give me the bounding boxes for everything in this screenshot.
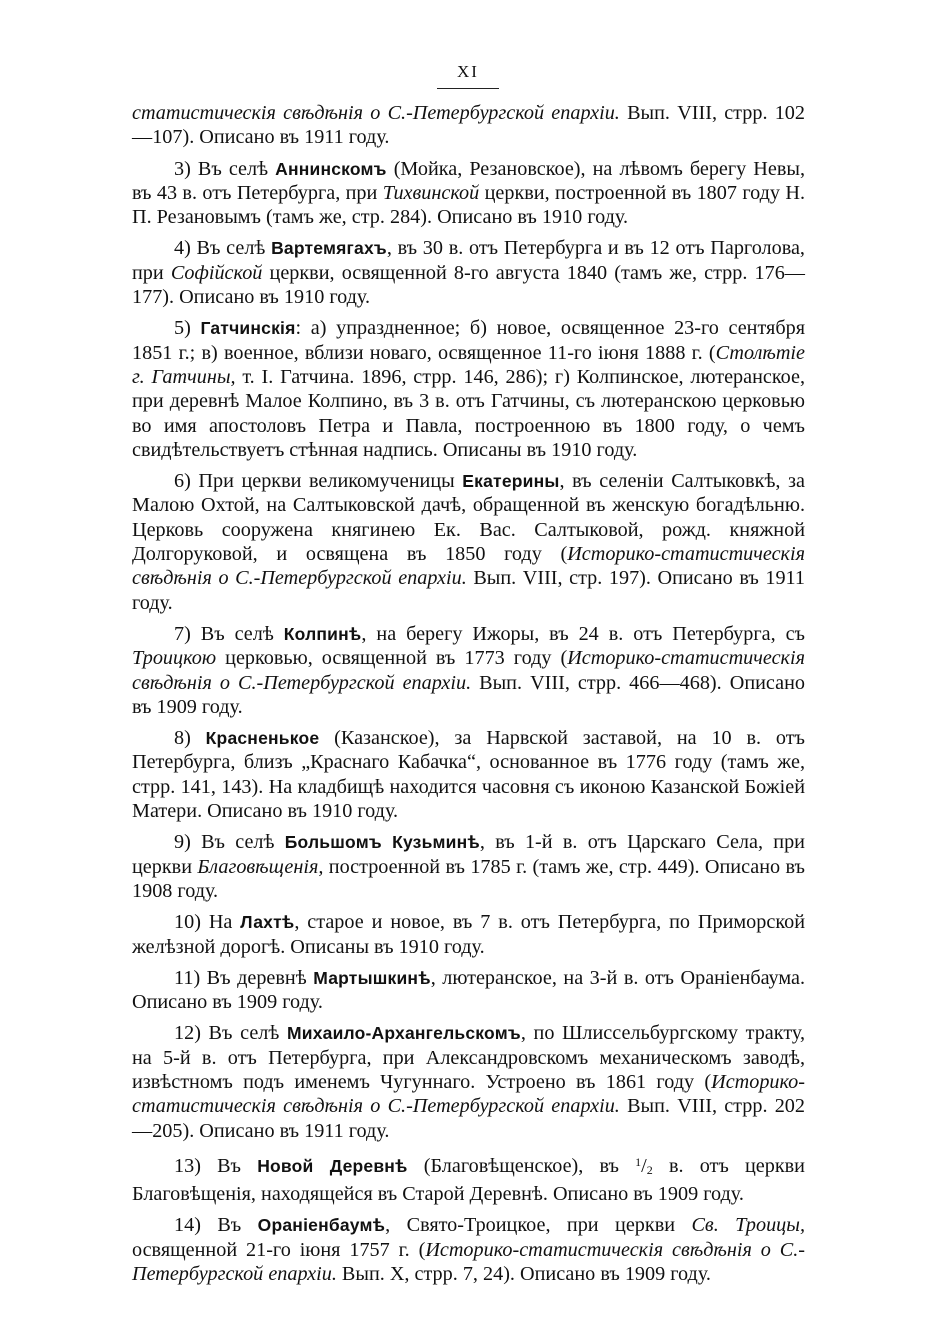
place-name: Мартышкинѣ bbox=[313, 967, 431, 988]
text-run: 8) bbox=[174, 727, 206, 750]
paragraph bbox=[132, 726, 805, 823]
paragraph bbox=[132, 830, 805, 903]
text-run: Вып. VIII, стрр. 102—107). Описано въ 1911 году. bbox=[132, 102, 805, 149]
text-run: : а) упраздненное; б) новое, освященное 23-го сентября 1851 г.; в) военное, вблизи новаго, освященное 11-го іюня 1888 г. ( bbox=[132, 317, 805, 364]
text-run: 4) Въ селѣ bbox=[174, 237, 272, 260]
place-name: Колпинѣ bbox=[283, 623, 362, 644]
paragraph bbox=[132, 316, 805, 462]
text-run: 13) Въ bbox=[174, 1154, 258, 1177]
text-run: церкви, построенной въ 1807 году Н. П. Резановымъ (тамъ же, стр. 284). Описано въ 1910 году. bbox=[132, 181, 806, 229]
text-run: (Казанское), за Нарвской заставой, на 10 в. отъ Петербурга, близъ „Краснаго Кабачка“, основанное въ 1776 году (тамъ же, стрр. 141, 143). На кладбищѣ находится часовня съ иконою Казанской Божіей Матери. Описано въ 1910 году. bbox=[132, 727, 805, 823]
text-run: построенной въ 1785 г. (тамъ же, стр. 449). Описано въ 1908 году. bbox=[132, 855, 805, 902]
text-run: 14) Въ bbox=[174, 1214, 258, 1237]
place-name: Красненькое bbox=[205, 728, 320, 749]
italic-reference: Софійской bbox=[170, 261, 263, 284]
page-number: XI bbox=[437, 62, 499, 89]
text-run: , на берегу Ижоры, въ 24 в. отъ Петербурга, съ bbox=[361, 622, 805, 645]
paragraph bbox=[132, 910, 805, 959]
text-run: церкви, освященной 8-го августа 1840 (тамъ же, стрр. 176—177). Описано въ 1910 году. bbox=[132, 261, 805, 309]
italic-reference: Столѣтіе г. Гатчины, bbox=[132, 341, 805, 388]
body-text bbox=[132, 101, 805, 1293]
text-run: освященной 21-го іюня 1757 г. ( bbox=[132, 1238, 426, 1261]
text-run: 3) Въ селѣ bbox=[174, 157, 276, 180]
text-run: (Благовѣщенское), въ bbox=[407, 1154, 636, 1177]
text-run: , въ 30 в. отъ Петербурга и въ 12 отъ Парголова, при bbox=[132, 237, 805, 284]
italic-reference: Историко-статистическія свѣдѣнія о С.-Петербургской епархіи. bbox=[132, 647, 805, 694]
paragraph bbox=[132, 469, 805, 615]
italic-reference: Историко-статистическія свѣдѣнія о С.-Петербургской епархіи. bbox=[132, 1238, 805, 1286]
text-run: , старое и новое, въ 7 в. отъ Петербурга, по Приморской желѣзной дорогѣ. Описаны въ 1910 году. bbox=[132, 911, 806, 958]
text-run: , по Шлиссельбургскому тракту, на 5-й в. отъ Петербурга, при Александровскомъ механическомъ заводѣ, извѣстномъ подъ именемъ Чугуннаго. Устроено въ 1861 году ( bbox=[132, 1022, 805, 1093]
italic-reference: Историко-статистическія свѣдѣнія о С.-Петербургской епархіи. bbox=[132, 543, 805, 590]
text-run: 7) Въ селѣ bbox=[174, 622, 284, 645]
text-run: Вып. X, стрр. 7, 24). Описано въ 1909 году. bbox=[336, 1263, 711, 1286]
text-run: 2 bbox=[646, 1162, 653, 1177]
text-run: , въ селеніи Салтыковкѣ, за Малою Охтой, на Салтыковской дачѣ, обращенной въ женскую богадѣльню. Церковь сооружена княгинею Ек. Вас. Салтыковой, рожд. княжной Долгоруковой, и освящена въ 1850 году ( bbox=[132, 470, 805, 566]
text-run: т. I. Гатчина. 1896, стрр. 146, 286); г) Колпинское, лютеранское, при деревнѣ Малое Колпино, въ 3 в. отъ Гатчины, съ лютеранскою церковью во имя апостоловъ Петра и Павла, построенною въ 1800 году, о чемъ свидѣтельствуетъ стѣнная надпись. Описаны въ 1910 году. bbox=[132, 365, 805, 461]
place-name: Большомъ Кузьминѣ bbox=[284, 832, 480, 853]
text-run: , Свято-Троицкое, при церкви bbox=[385, 1214, 692, 1237]
italic-reference: статистическія свѣдѣнія о С.-Петербургской епархіи. bbox=[132, 102, 620, 124]
text-run: 6) При церкви великомученицы bbox=[174, 470, 463, 493]
place-name: Лахтѣ bbox=[240, 912, 295, 933]
paragraph bbox=[132, 236, 805, 309]
italic-reference: Св. Троицы, bbox=[691, 1214, 805, 1237]
paragraph bbox=[132, 1150, 805, 1207]
place-name: Михаило-Архангельскомъ bbox=[286, 1023, 521, 1044]
text-run: церковью, освященной въ 1773 году ( bbox=[216, 647, 568, 670]
paragraph bbox=[132, 1213, 805, 1286]
place-name: Аннинскомъ bbox=[275, 158, 387, 179]
place-name: Вартемягахъ bbox=[271, 238, 387, 259]
paragraph bbox=[132, 1021, 805, 1142]
text-run: 11) Въ деревнѣ bbox=[174, 966, 314, 989]
paragraph bbox=[132, 966, 805, 1015]
text-run: / bbox=[641, 1154, 647, 1177]
place-name: Гатчинскія bbox=[200, 318, 296, 339]
text-run: 12) Въ селѣ bbox=[174, 1022, 287, 1045]
text-run: 10) На bbox=[174, 911, 241, 934]
text-run: Вып. VIII, стрр. 466—468). Описано въ 1909 году. bbox=[132, 671, 805, 718]
text-run: , въ 1-й в. отъ Царскаго Села, при церкви bbox=[132, 831, 805, 878]
italic-reference: Тихвинской bbox=[382, 181, 480, 204]
page-header bbox=[0, 62, 936, 89]
text-run: 5) bbox=[174, 317, 201, 340]
italic-reference: Троицкою bbox=[132, 647, 217, 670]
text-run: Вып. VIII, стр. 197). Описано въ 1911 году. bbox=[132, 567, 805, 614]
place-name: Екатерины bbox=[462, 471, 560, 492]
text-run: в. отъ церкви Благовѣщенія, находящейся въ Старой Деревнѣ. Описано въ 1909 году. bbox=[132, 1154, 805, 1206]
place-name: Новой Деревнѣ bbox=[257, 1155, 408, 1176]
text-run: 9) Въ селѣ bbox=[174, 831, 285, 854]
place-name: Ораніенбаумѣ bbox=[257, 1215, 386, 1236]
paragraph bbox=[132, 622, 805, 719]
text-run: , лютеранское, на 3-й в. отъ Ораніенбаума. Описано въ 1909 году. bbox=[132, 966, 806, 1014]
italic-reference: Историко-статистическія свѣдѣнія о С.-Петербургской епархіи. bbox=[132, 1070, 805, 1118]
text-run: (Мойка, Резановское), на лѣвомъ берегу Невы, въ 43 в. отъ Петербурга, при bbox=[132, 157, 805, 204]
paragraph bbox=[132, 157, 805, 230]
paragraph bbox=[132, 101, 805, 150]
text-run: 1 bbox=[635, 1154, 642, 1169]
text-run: Вып. VIII, стрр. 202—205). Описано въ 1911 году. bbox=[132, 1095, 805, 1142]
italic-reference: Благовѣщенія, bbox=[197, 855, 324, 878]
